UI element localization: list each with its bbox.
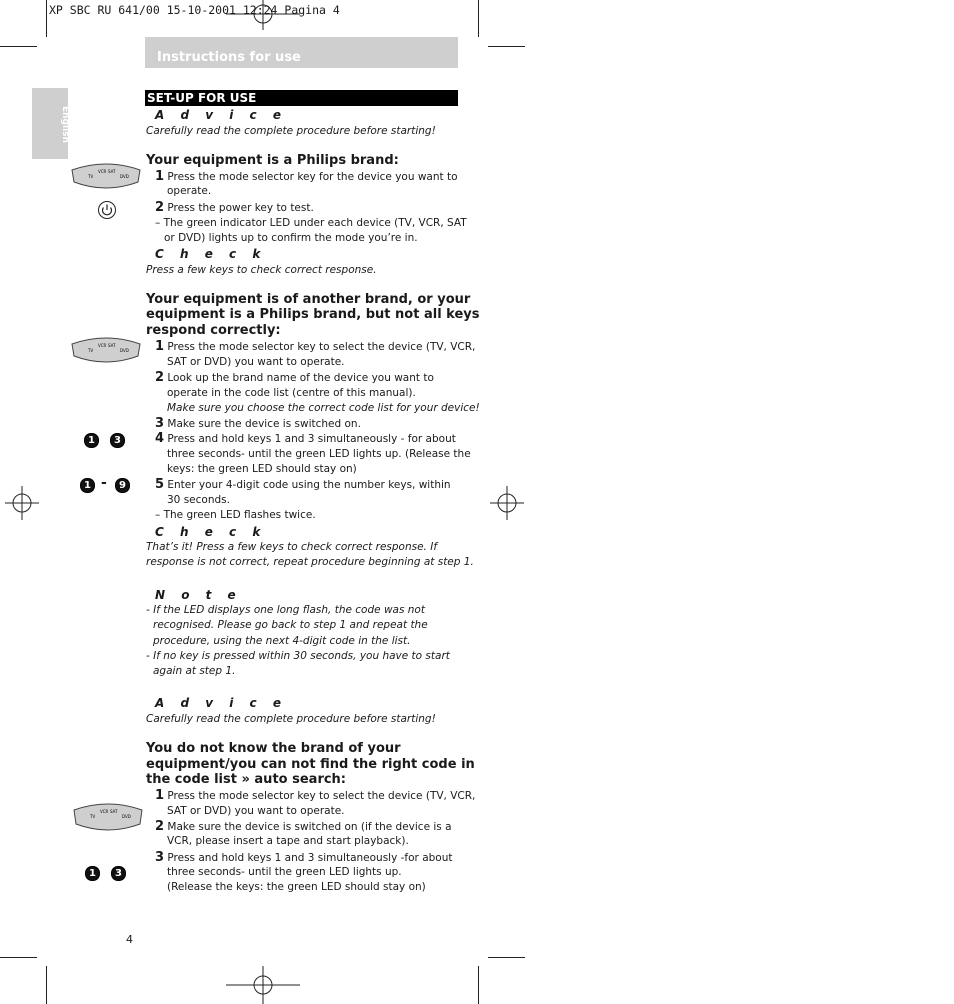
remote-tv-label: TV: [88, 174, 94, 179]
step-text: Press the mode selector key to select the device (TV, VCR,: [167, 341, 476, 353]
note-text: recognised. Please go back to step 1 and repeat the: [153, 619, 428, 631]
result-text: or DVD) lights up to confirm the mode you’re in.: [164, 232, 418, 244]
step-number: 1: [155, 788, 165, 803]
language-tab-label: English: [60, 106, 70, 143]
remote-dvd-label: DVD: [120, 174, 129, 179]
remote-sat-label: SAT: [110, 809, 118, 814]
advice-label: A d v i c e: [155, 696, 287, 710]
step-text: Press the mode selector key for the device you want to: [167, 171, 458, 183]
result-text: – The green indicator LED under each device (TV, VCR, SAT: [155, 217, 467, 229]
step-text: Press the power key to test.: [167, 202, 314, 214]
step-text: Make sure you choose the correct code list for your device!: [167, 402, 480, 414]
step-text: operate in the code list (centre of this manual).: [167, 387, 416, 399]
step-text: three seconds- until the green LED lights up.: [167, 866, 402, 878]
key-1-icon: 1: [84, 433, 99, 448]
crop-mark: [478, 966, 479, 1004]
print-header: XP SBC RU 641/00 15-10-2001 12:24 Pagina 4: [49, 3, 340, 17]
remote-illustration: [70, 334, 142, 366]
power-icon: [97, 200, 117, 220]
auto-heading: the code list » auto search:: [146, 772, 347, 787]
step-text: operate.: [167, 185, 212, 197]
auto-step-2: [155, 819, 452, 835]
crop-mark: [478, 0, 479, 37]
auto-step-1: [155, 788, 475, 804]
remote-vcr-label: VCR: [98, 169, 107, 174]
note-label: N o t e: [155, 588, 242, 602]
step-text: Make sure the device is switched on (if the device is a: [167, 821, 452, 833]
step-number: 2: [155, 370, 165, 385]
auto-step-3: [155, 850, 453, 866]
check-text: Press a few keys to check correct response.: [146, 264, 377, 276]
philips-step-2: [155, 200, 314, 216]
philips-heading: Your equipment is a Philips brand:: [146, 153, 399, 168]
other-step-3: [155, 416, 361, 432]
step-number: 1: [155, 339, 165, 354]
crop-mark: [46, 0, 47, 37]
key-9-icon: 9: [115, 478, 130, 493]
other-heading: equipment is a Philips brand, but not all keys: [146, 307, 480, 322]
page-number: 4: [126, 933, 133, 946]
note-text: procedure, using the next 4-digit code in the list.: [153, 635, 411, 647]
crop-mark: [46, 966, 47, 1004]
step-number: 2: [155, 819, 165, 834]
advice-text: Carefully read the complete procedure before starting!: [146, 125, 436, 137]
step-number: 5: [155, 477, 165, 492]
remote-tv-label: TV: [88, 348, 94, 353]
step-text: 30 seconds.: [167, 494, 230, 506]
section-title: SET-UP FOR USE: [147, 91, 257, 105]
remote-dvd-label: DVD: [120, 348, 129, 353]
advice-text: Carefully read the complete procedure before starting!: [146, 713, 436, 725]
crop-mark: [0, 957, 37, 958]
key-1-icon: 1: [80, 478, 95, 493]
step-text: Look up the brand name of the device you want to: [167, 372, 434, 384]
step-text: Press and hold keys 1 and 3 simultaneously -for about: [167, 852, 453, 864]
registration-mark: [490, 486, 524, 520]
step-number: 4: [155, 431, 165, 446]
remote-sat-label: SAT: [108, 343, 116, 348]
other-step-1: [155, 339, 475, 355]
philips-step-1: [155, 169, 458, 185]
other-heading: Your equipment is of another brand, or your: [146, 292, 471, 307]
registration-mark: [226, 966, 300, 1004]
step-text: (Release the keys: the green LED should stay on): [167, 881, 426, 893]
step-text: Make sure the device is switched on.: [167, 418, 361, 430]
result-text: – The green LED flashes twice.: [155, 509, 316, 521]
auto-heading: equipment/you can not find the right code in: [146, 757, 475, 772]
step-number: 3: [155, 416, 165, 431]
remote-illustration: [70, 160, 142, 192]
note-text: - If no key is pressed within 30 seconds, you have to start: [146, 650, 450, 662]
auto-heading: You do not know the brand of your: [146, 741, 401, 756]
check-label: C h e c k: [155, 247, 267, 261]
check-text: response is not correct, repeat procedure beginning at step 1.: [146, 556, 474, 568]
note-text: - If the LED displays one long flash, the code was not: [146, 604, 425, 616]
step-text: three seconds- until the green LED lights up. (Release the: [167, 448, 471, 460]
registration-mark: [5, 486, 39, 520]
other-step-5: [155, 477, 451, 493]
step-number: 3: [155, 850, 165, 865]
step-text: Press the mode selector key to select the device (TV, VCR,: [167, 790, 476, 802]
check-label: C h e c k: [155, 525, 267, 539]
crop-mark: [488, 46, 525, 47]
step-text: Press and hold keys 1 and 3 simultaneously - for about: [167, 433, 456, 445]
other-heading: respond correctly:: [146, 323, 281, 338]
advice-label: A d v i c e: [155, 108, 287, 122]
step-number: 1: [155, 169, 165, 184]
remote-tv-label: TV: [90, 814, 96, 819]
step-text: Enter your 4-digit code using the number keys, within: [167, 479, 451, 491]
key-3-icon: 3: [110, 433, 125, 448]
crop-mark: [488, 957, 525, 958]
key-3-icon: 3: [111, 866, 126, 881]
check-text: That’s it! Press a few keys to check correct response. If: [146, 541, 438, 553]
remote-dvd-label: DVD: [122, 814, 131, 819]
remote-sat-label: SAT: [108, 169, 116, 174]
step-number: 2: [155, 200, 165, 215]
step-text: VCR, please insert a tape and start playback).: [167, 835, 409, 847]
key-1-icon: 1: [85, 866, 100, 881]
remote-vcr-label: VCR: [100, 809, 109, 814]
step-text: SAT or DVD) you want to operate.: [167, 805, 345, 817]
note-text: again at step 1.: [153, 665, 236, 677]
remote-vcr-label: VCR: [98, 343, 107, 348]
page-title: Instructions for use: [157, 50, 301, 65]
remote-illustration: [72, 800, 144, 834]
step-text: keys: the green LED should stay on): [167, 463, 357, 475]
other-step-4: [155, 431, 456, 447]
other-step-2: [155, 370, 434, 386]
key-range-dash: -: [101, 475, 107, 491]
step-text: SAT or DVD) you want to operate.: [167, 356, 345, 368]
crop-mark: [0, 46, 37, 47]
